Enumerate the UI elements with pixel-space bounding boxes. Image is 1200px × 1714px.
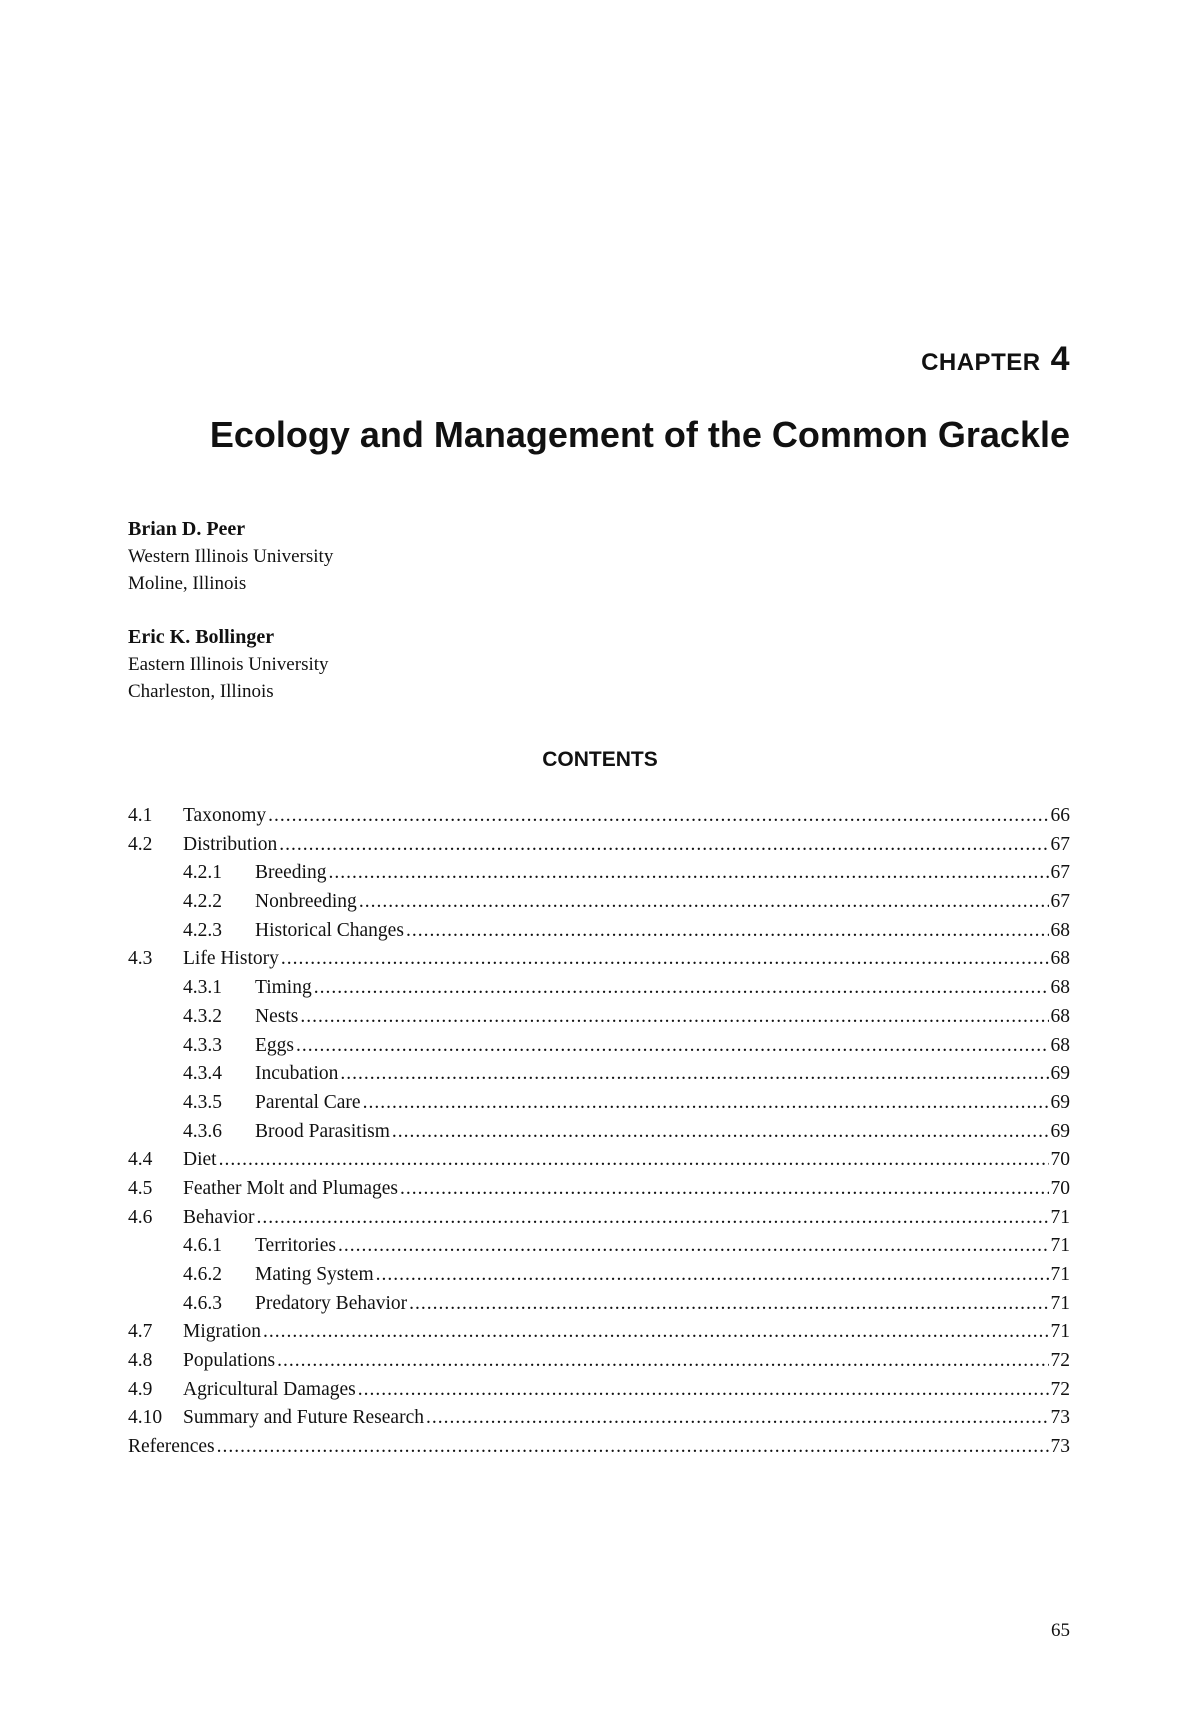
- toc-entry-page: 68: [1050, 948, 1070, 970]
- toc-entry-page: 67: [1050, 891, 1070, 913]
- toc-dot-leader: [277, 1350, 1048, 1372]
- toc-entry: [128, 1350, 1070, 1379]
- toc-dot-leader: [217, 1436, 1049, 1458]
- toc-entry-title: Distribution: [183, 833, 278, 855]
- toc-entry: [128, 1178, 1070, 1207]
- toc-entry-title: Summary and Future Research: [183, 1407, 424, 1429]
- toc-entry-title: Nests: [255, 1005, 299, 1027]
- contents-heading: CONTENTS: [542, 748, 658, 771]
- toc-entry: [128, 1035, 1070, 1064]
- toc-entry-title: Diet: [183, 1149, 217, 1171]
- toc-entry-title: Nonbreeding: [255, 891, 357, 913]
- toc-entry: [128, 920, 1070, 949]
- author-location: Charleston, Illinois: [128, 681, 274, 702]
- toc-entry-page: 68: [1050, 977, 1070, 999]
- toc-entry-page: 72: [1050, 1350, 1070, 1372]
- toc-entry-page: 71: [1050, 1264, 1070, 1285]
- toc-entry-title: Agricultural Damages: [183, 1378, 356, 1400]
- toc-dot-leader: [426, 1407, 1049, 1429]
- toc-entry-page: 68: [1050, 1005, 1070, 1027]
- author-list: [128, 516, 333, 732]
- author-block: [128, 516, 333, 597]
- toc-entry-title: Timing: [255, 977, 312, 999]
- author-affiliation: Western Illinois University: [128, 546, 334, 567]
- toc-dot-leader: [314, 977, 1049, 999]
- toc-entry-number: 4.6.2: [183, 1264, 222, 1285]
- toc-entry-page: 68: [1050, 919, 1070, 941]
- toc-entry-number: 4.3.1: [183, 977, 222, 999]
- toc-dot-leader: [263, 1321, 1049, 1343]
- toc-entry-number: 4.2.3: [183, 919, 222, 941]
- author-location: Moline, Illinois: [128, 573, 247, 594]
- toc-entry-title: References: [128, 1436, 215, 1458]
- toc-dot-leader: [256, 1207, 1048, 1229]
- toc-dot-leader: [409, 1293, 1048, 1315]
- toc-entry-number: 4.3.6: [183, 1120, 222, 1142]
- toc-entry-number: 4.8: [128, 1350, 153, 1372]
- toc-entry: [128, 1006, 1070, 1035]
- toc-entry: [128, 1207, 1070, 1236]
- toc-entry-title: Populations: [183, 1350, 276, 1372]
- toc-entry: [128, 1092, 1070, 1121]
- toc-dot-leader: [406, 920, 1049, 942]
- toc-entry-title: Incubation: [255, 1063, 339, 1085]
- toc-entry-page: 67: [1050, 862, 1070, 884]
- toc-dot-leader: [376, 1264, 1049, 1286]
- toc-entry-page: 66: [1050, 805, 1070, 826]
- toc-entry-title: Territories: [255, 1235, 336, 1257]
- toc-entry: [128, 805, 1070, 834]
- toc-entry-number: 4.1: [128, 805, 153, 826]
- toc-entry-page: 71: [1050, 1292, 1070, 1314]
- toc-entry-page: 69: [1050, 1120, 1070, 1142]
- toc-entry: [128, 1436, 1070, 1465]
- toc-entry: [128, 1149, 1070, 1178]
- chapter-label: [921, 340, 1070, 379]
- toc-entry-title: Breeding: [255, 862, 327, 884]
- toc-entry-title: Mating System: [255, 1264, 374, 1285]
- toc-entry-title: Taxonomy: [183, 805, 267, 826]
- toc-entry: [128, 862, 1070, 891]
- toc-dot-leader: [400, 1178, 1048, 1200]
- toc-entry-title: Predatory Behavior: [255, 1292, 408, 1314]
- page-number: 65: [1051, 1620, 1070, 1641]
- toc-dot-leader: [281, 948, 1049, 970]
- toc-entry-page: 72: [1050, 1378, 1070, 1400]
- toc-entry: [128, 891, 1070, 920]
- toc-entry-number: 4.5: [128, 1177, 153, 1199]
- toc-entry-page: 73: [1050, 1436, 1070, 1458]
- toc-entry-number: 4.6: [128, 1206, 153, 1228]
- toc-entry-number: 4.6.3: [183, 1292, 222, 1314]
- toc-entry-number: 4.3.2: [183, 1005, 222, 1027]
- toc-entry-page: 69: [1050, 1091, 1070, 1113]
- table-of-contents: [128, 805, 1070, 1465]
- toc-entry: [128, 1121, 1070, 1150]
- toc-entry: [128, 1063, 1070, 1092]
- toc-entry: [128, 1321, 1070, 1350]
- chapter-title: Ecology and Management of the Common Grackle: [209, 414, 1070, 455]
- toc-dot-leader: [340, 1063, 1048, 1085]
- toc-entry-number: 4.3: [128, 948, 153, 970]
- toc-entry-title: Feather Molt and Plumages: [183, 1177, 399, 1199]
- toc-entry-title: Eggs: [255, 1034, 294, 1056]
- toc-entry-page: 71: [1050, 1321, 1070, 1343]
- toc-entry: [128, 948, 1070, 977]
- toc-dot-leader: [328, 862, 1048, 884]
- toc-entry-number: 4.6.1: [183, 1235, 222, 1257]
- toc-entry-page: 70: [1050, 1149, 1070, 1171]
- toc-entry-title: Historical Changes: [255, 919, 404, 941]
- toc-entry: [128, 1293, 1070, 1322]
- toc-entry-title: Life History: [183, 948, 279, 970]
- toc-dot-leader: [300, 1006, 1048, 1028]
- toc-entry-number: 4.7: [128, 1321, 153, 1343]
- toc-entry-number: 4.3.5: [183, 1091, 222, 1113]
- toc-entry-number: 4.2: [128, 833, 153, 855]
- toc-entry: [128, 1379, 1070, 1408]
- toc-entry-number: 4.2.2: [183, 891, 222, 913]
- author-name: Brian D. Peer: [128, 518, 246, 540]
- toc-entry: [128, 834, 1070, 863]
- toc-entry-title: Behavior: [183, 1206, 255, 1228]
- author-block: [128, 624, 333, 705]
- author-affiliation: Eastern Illinois University: [128, 654, 329, 675]
- toc-entry-number: 4.4: [128, 1149, 153, 1171]
- toc-entry: [128, 1235, 1070, 1264]
- toc-entry-title: Brood Parasitism: [255, 1120, 390, 1142]
- toc-entry: [128, 977, 1070, 1006]
- toc-dot-leader: [268, 805, 1048, 827]
- toc-dot-leader: [279, 834, 1048, 856]
- toc-entry-page: 67: [1050, 833, 1070, 855]
- toc-entry: [128, 1407, 1070, 1436]
- toc-entry-page: 68: [1050, 1034, 1070, 1056]
- toc-entry-number: 4.10: [128, 1407, 163, 1429]
- toc-entry-number: 4.2.1: [183, 862, 222, 884]
- toc-entry-page: 71: [1050, 1206, 1070, 1228]
- author-name: Eric K. Bollinger: [128, 626, 275, 648]
- toc-entry-title: Parental Care: [255, 1091, 361, 1113]
- toc-dot-leader: [363, 1092, 1049, 1114]
- toc-dot-leader: [359, 891, 1049, 913]
- toc-entry-page: 73: [1050, 1407, 1070, 1429]
- toc-dot-leader: [296, 1035, 1049, 1057]
- toc-entry: [128, 1264, 1070, 1293]
- chapter-word: CHAPTER: [921, 349, 1041, 376]
- toc-dot-leader: [338, 1235, 1049, 1257]
- toc-dot-leader: [358, 1379, 1049, 1401]
- toc-entry-number: 4.9: [128, 1378, 153, 1400]
- toc-dot-leader: [219, 1149, 1049, 1171]
- toc-entry-title: Migration: [183, 1321, 261, 1343]
- toc-entry-page: 71: [1050, 1235, 1070, 1257]
- chapter-number: 4: [1050, 340, 1070, 378]
- toc-entry-number: 4.3.3: [183, 1034, 222, 1056]
- toc-entry-page: 70: [1050, 1177, 1070, 1199]
- toc-dot-leader: [392, 1121, 1049, 1143]
- toc-entry-page: 69: [1050, 1063, 1070, 1085]
- toc-entry-number: 4.3.4: [183, 1063, 222, 1085]
